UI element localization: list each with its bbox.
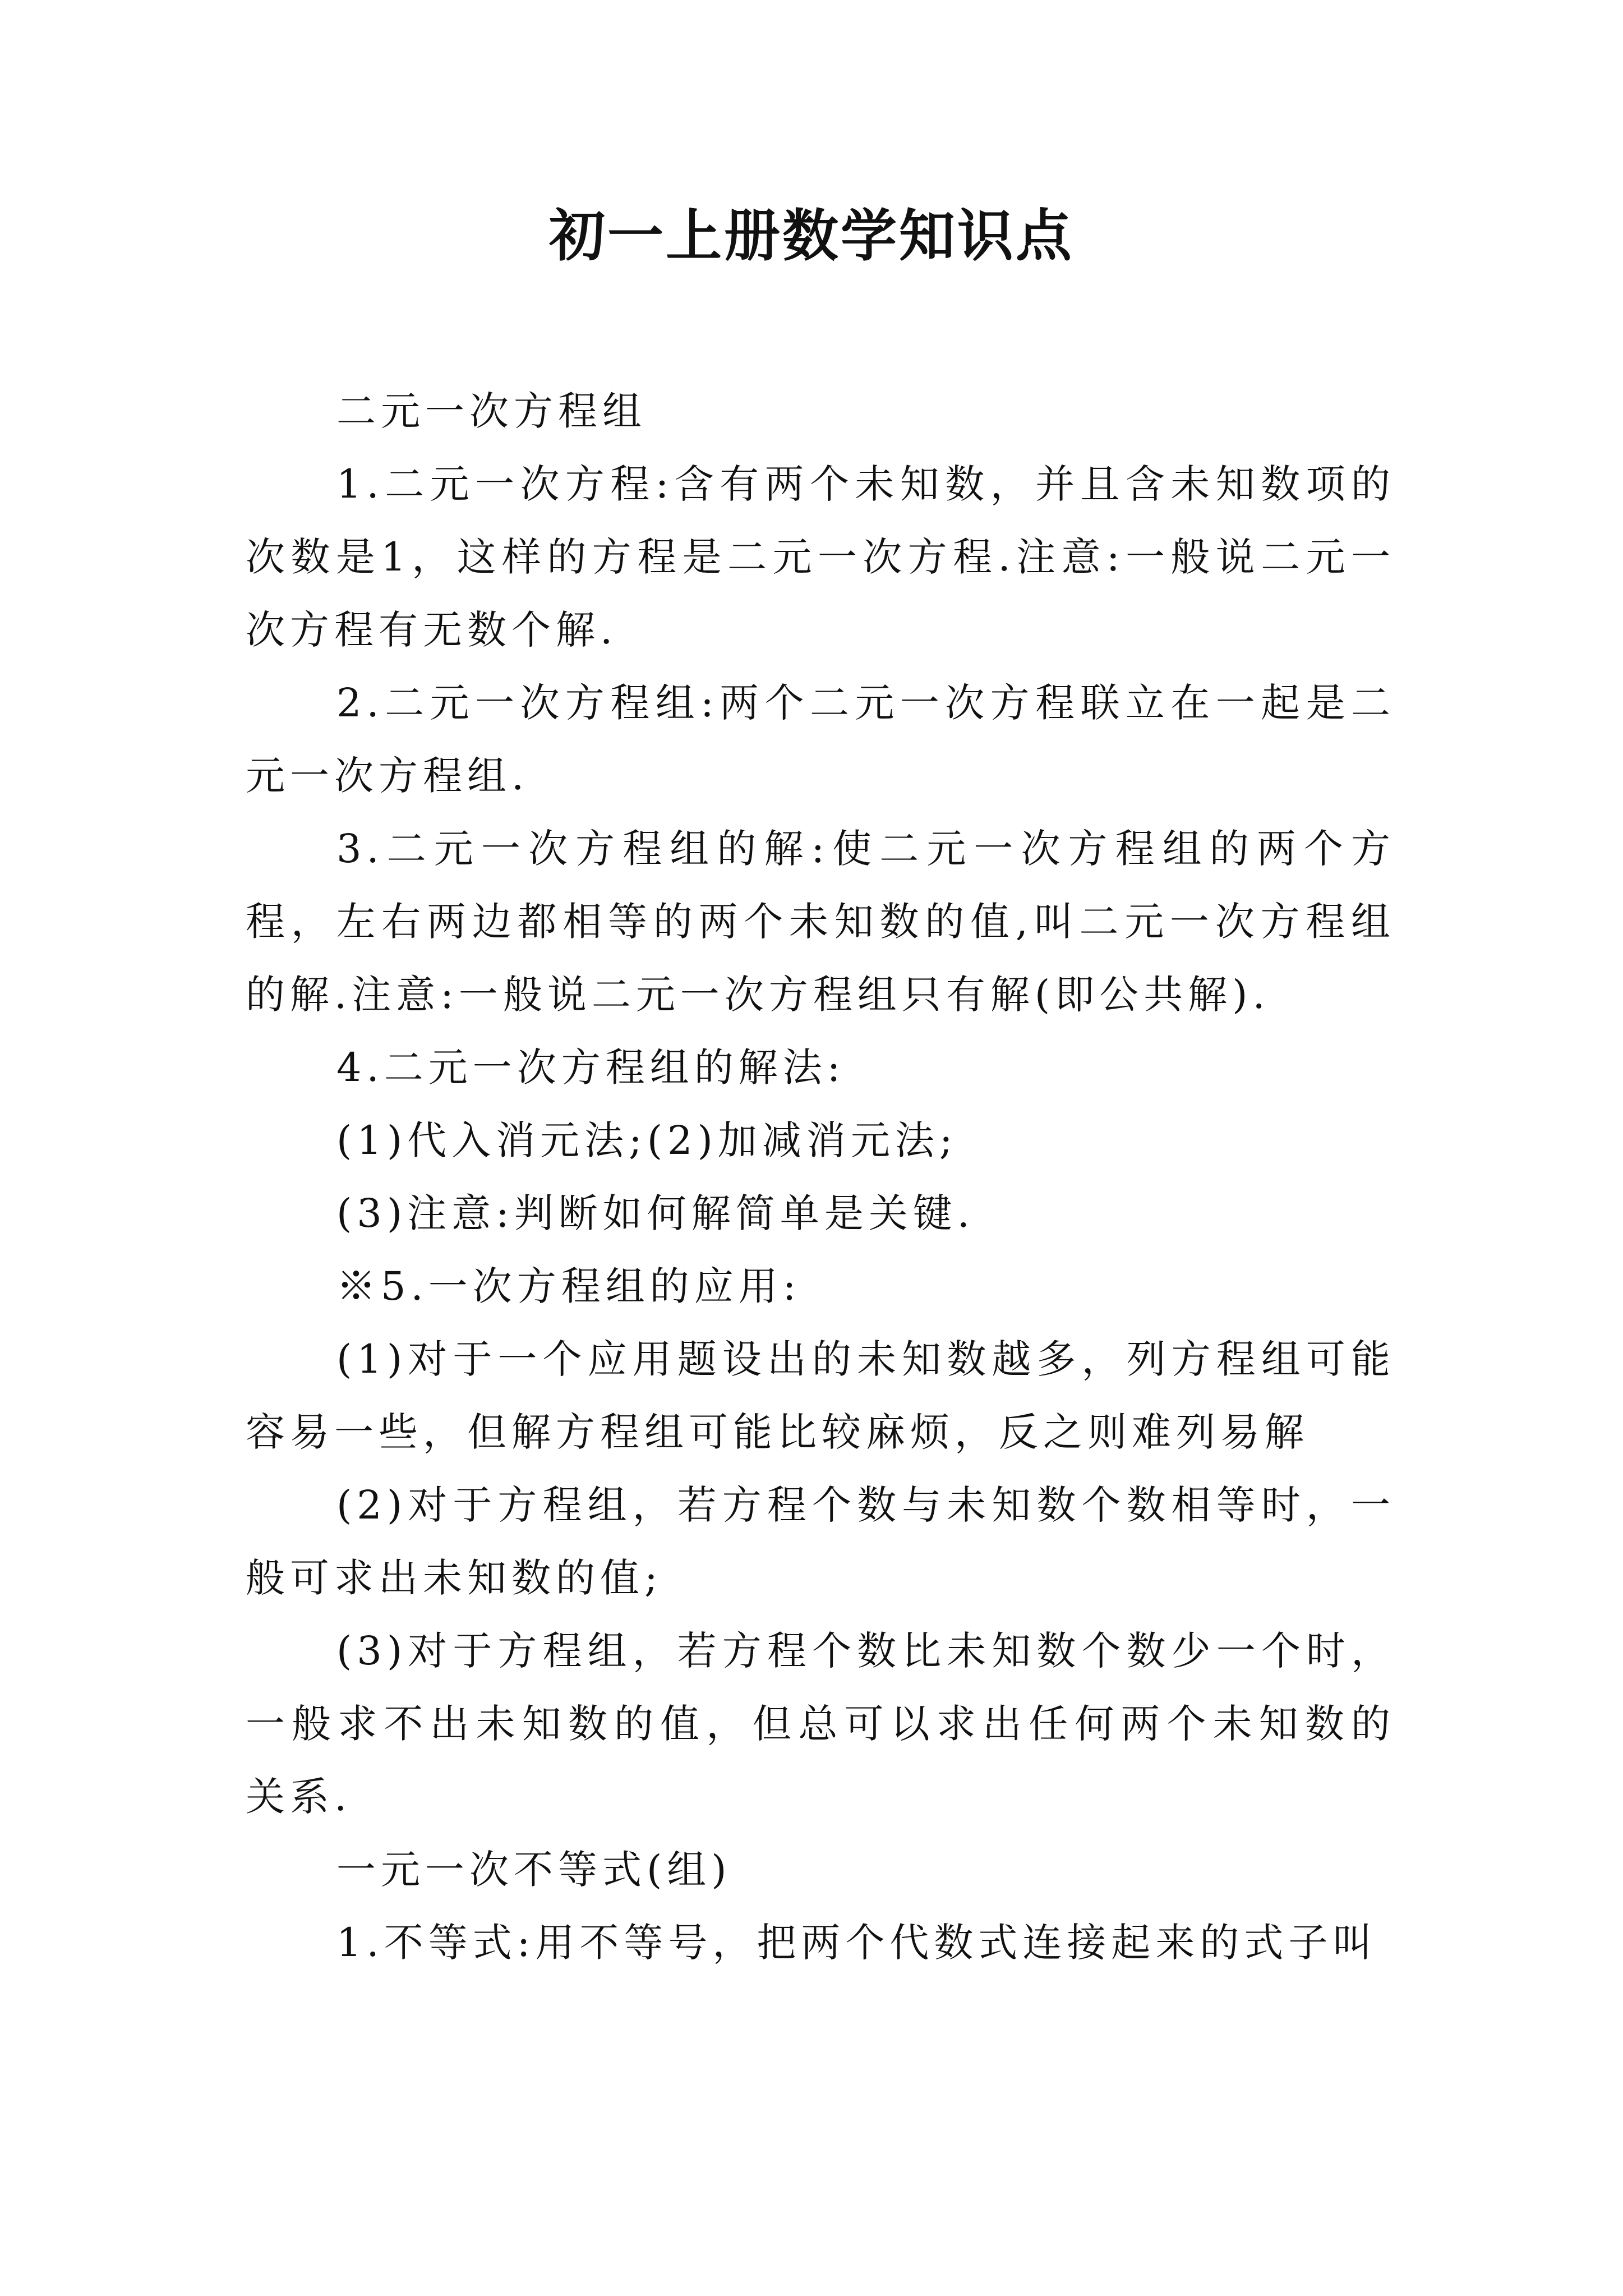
paragraph: 1.不等式:用不等号，把两个代数式连接起来的式子叫 <box>336 1920 1377 1966</box>
paragraph: 1.二元一次方程:含有两个未知数，并且含未知数项的次数是1，这样的方程是二元一次方程.注意:一般说二元一次方程有无数个解. <box>246 461 1395 653</box>
paragraph: ※5.一次方程组的应用: <box>336 1263 801 1309</box>
paragraph: 4.二元一次方程组的解法: <box>336 1045 846 1091</box>
section-heading-linear-equations: 二元一次方程组 <box>336 388 647 434</box>
paragraph: (2)对于方程组，若方程个数与未知数个数相等时，一般可求出未知数的值; <box>246 1482 1395 1601</box>
paragraph: (3)注意:判断如何解简单是关键. <box>336 1190 975 1236</box>
paragraph: (1)代入消元法;(2)加减消元法; <box>336 1117 958 1163</box>
document-body <box>246 375 1395 1979</box>
document-title: 初一上册数学知识点 <box>549 203 1074 269</box>
paragraph: 2.二元一次方程组:两个二元一次方程联立在一起是二元一次方程组. <box>246 680 1395 799</box>
paragraph: (3)对于方程组，若方程个数比未知数个数少一个时，一般求不出未知数的值，但总可以求出任何两个未知数的关系. <box>246 1628 1395 1820</box>
paragraph: (1)对于一个应用题设出的未知数越多，列方程组可能容易一些，但解方程组可能比较麻烦，反之则难列易解 <box>246 1336 1395 1455</box>
paragraph: 3.二元一次方程组的解:使二元一次方程组的两个方程，左右两边都相等的两个未知数的值,叫二元一次方程组的解.注意:一般说二元一次方程组只有解(即公共解). <box>246 826 1395 1018</box>
section-heading-inequalities: 一元一次不等式(组) <box>336 1847 732 1893</box>
